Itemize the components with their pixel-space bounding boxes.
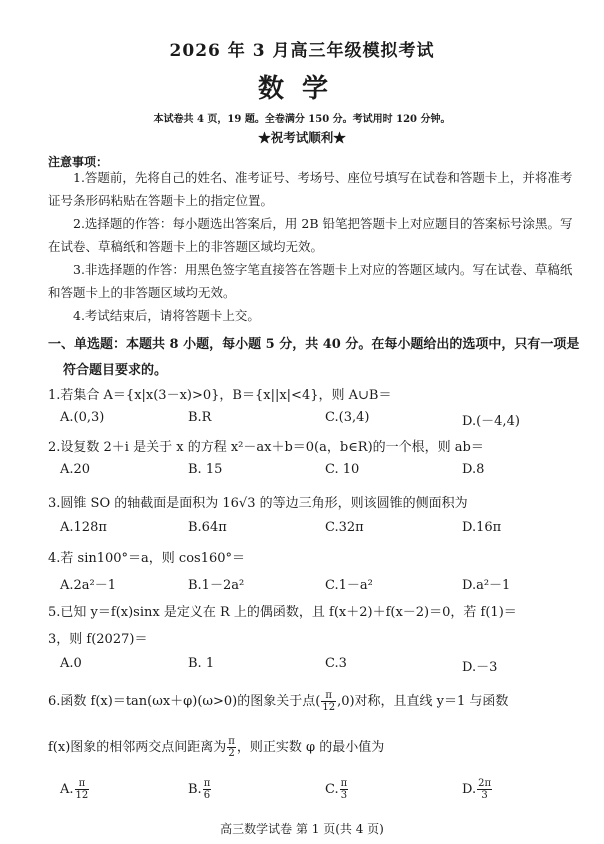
- subject-title: 数学: [257, 74, 346, 104]
- q5-option-a: A.0: [60, 656, 82, 671]
- exam-title: 2026 年 3 月高三年级模拟考试: [169, 41, 435, 61]
- question-6-stem-cont: [48, 736, 384, 759]
- q4-option-b: B.1－2a²: [188, 578, 245, 593]
- notice-item-3: 3.非选择题的作答：用黑色签字笔直接答在答题卡上对应的答题区域内。写在试卷、草稿纸和答题卡上的非答题区域均无效。: [48, 262, 573, 300]
- q3-option-d: D.16π: [462, 520, 502, 535]
- section-heading-cont: 符合题目要求的。: [63, 363, 168, 378]
- question-3-stem: 3.圆锥 SO 的轴截面是面积为 16√3 的等边三角形，则该圆锥的侧面积为: [48, 496, 468, 511]
- notice-heading: 注意事项：: [48, 155, 109, 169]
- section-heading: 一、单选题：本题共 8 小题，每小题 5 分，共 40 分。在每小题给出的选项中，只有一项是: [48, 337, 580, 352]
- q1-option-c: C.(3,4): [325, 410, 370, 425]
- question-5-stem-cont: 3，则 f(2027)＝: [48, 632, 148, 647]
- q6-stem2-part-a: f(x)图象的相邻两交点间距离为: [48, 740, 227, 755]
- q2-option-c: C. 10: [325, 462, 360, 477]
- q2-option-d: D.8: [462, 462, 485, 477]
- q6-stem-part-a: 6.函数 f(x)＝tan(ωx＋φ)(ω>0)的图象关于点(: [48, 694, 321, 709]
- q6-distance-fraction: $\frac{\pi}{2}$: [228, 736, 235, 759]
- q1-option-d: D.(－4,4): [462, 414, 520, 429]
- q1-option-a: A.(0,3): [60, 410, 105, 425]
- q3-option-c: C.32π: [325, 520, 364, 535]
- q3-option-a: A.128π: [60, 520, 107, 535]
- q4-option-d: D.a²－1: [462, 578, 511, 593]
- question-6-stem: [48, 690, 508, 713]
- q2-option-a: A.20: [60, 462, 91, 477]
- q6-option-a: A. $\frac{\pi}{12}$: [60, 778, 89, 801]
- q1-option-b: B.R: [188, 410, 212, 425]
- q5-option-d: D.－3: [462, 660, 498, 675]
- question-1-stem: 1.若集合 A＝{x|x(3－x)>0}，B＝{x||x|<4}，则 A∪B＝: [48, 388, 392, 403]
- q6-option-d: D. $\frac{2\pi}{3}$: [462, 778, 492, 801]
- q2-option-b: B. 15: [188, 462, 223, 477]
- q4-option-a: A.2a²－1: [60, 578, 117, 593]
- q5-option-c: C.3: [325, 656, 347, 671]
- notice-item-4: 4.考试结束后，请将答题卡上交。: [73, 308, 260, 323]
- question-4-stem: 4.若 sin100°＝a，则 cos160°＝: [48, 551, 246, 566]
- q6-option-b: B. $\frac{\pi}{6}$: [188, 778, 211, 801]
- notice-item-1: 1.答题前，先将自己的姓名、准考证号、考场号、座位号填写在试卷和答题卡上，并将准考证号条形码粘贴在答题卡上的指定位置。: [48, 170, 573, 208]
- page-footer: 高三数学试卷 第 1 页(共 4 页): [220, 822, 384, 836]
- notice-item-2: 2.选择题的作答：每小题选出答案后，用 2B 铅笔把答题卡上对应题目的答案标号涂黑。写在试卷、草稿纸和答题卡上的非答题区域均无效。: [48, 216, 573, 254]
- exam-info: 本试卷共 4 页，19 题。全卷满分 150 分。考试用时 120 分钟。: [153, 114, 451, 125]
- q6-point-fraction: $\frac{\pi}{12}$: [322, 690, 336, 713]
- q6-option-c: C. $\frac{\pi}{3}$: [325, 778, 348, 801]
- question-5-stem: 5.已知 y＝f(x)sinx 是定义在 R 上的偶函数，且 f(x＋2)＋f(x－2)＝0，若 f(1)＝: [48, 605, 517, 620]
- good-luck-banner: ★祝考试顺利★: [258, 130, 346, 145]
- q3-option-b: B.64π: [188, 520, 227, 535]
- q6-stem2-part-b: ，则正实数 φ 的最小值为: [236, 740, 385, 755]
- q6-stem-part-b: ,0)对称，且直线 y＝1 与函数: [337, 694, 509, 709]
- question-2-stem: 2.设复数 2＋i 是关于 x 的方程 x²－ax＋b＝0(a，b∈R)的一个根，则 ab＝: [48, 440, 484, 455]
- q5-option-b: B. 1: [188, 656, 215, 671]
- q4-option-c: C.1－a²: [325, 578, 373, 593]
